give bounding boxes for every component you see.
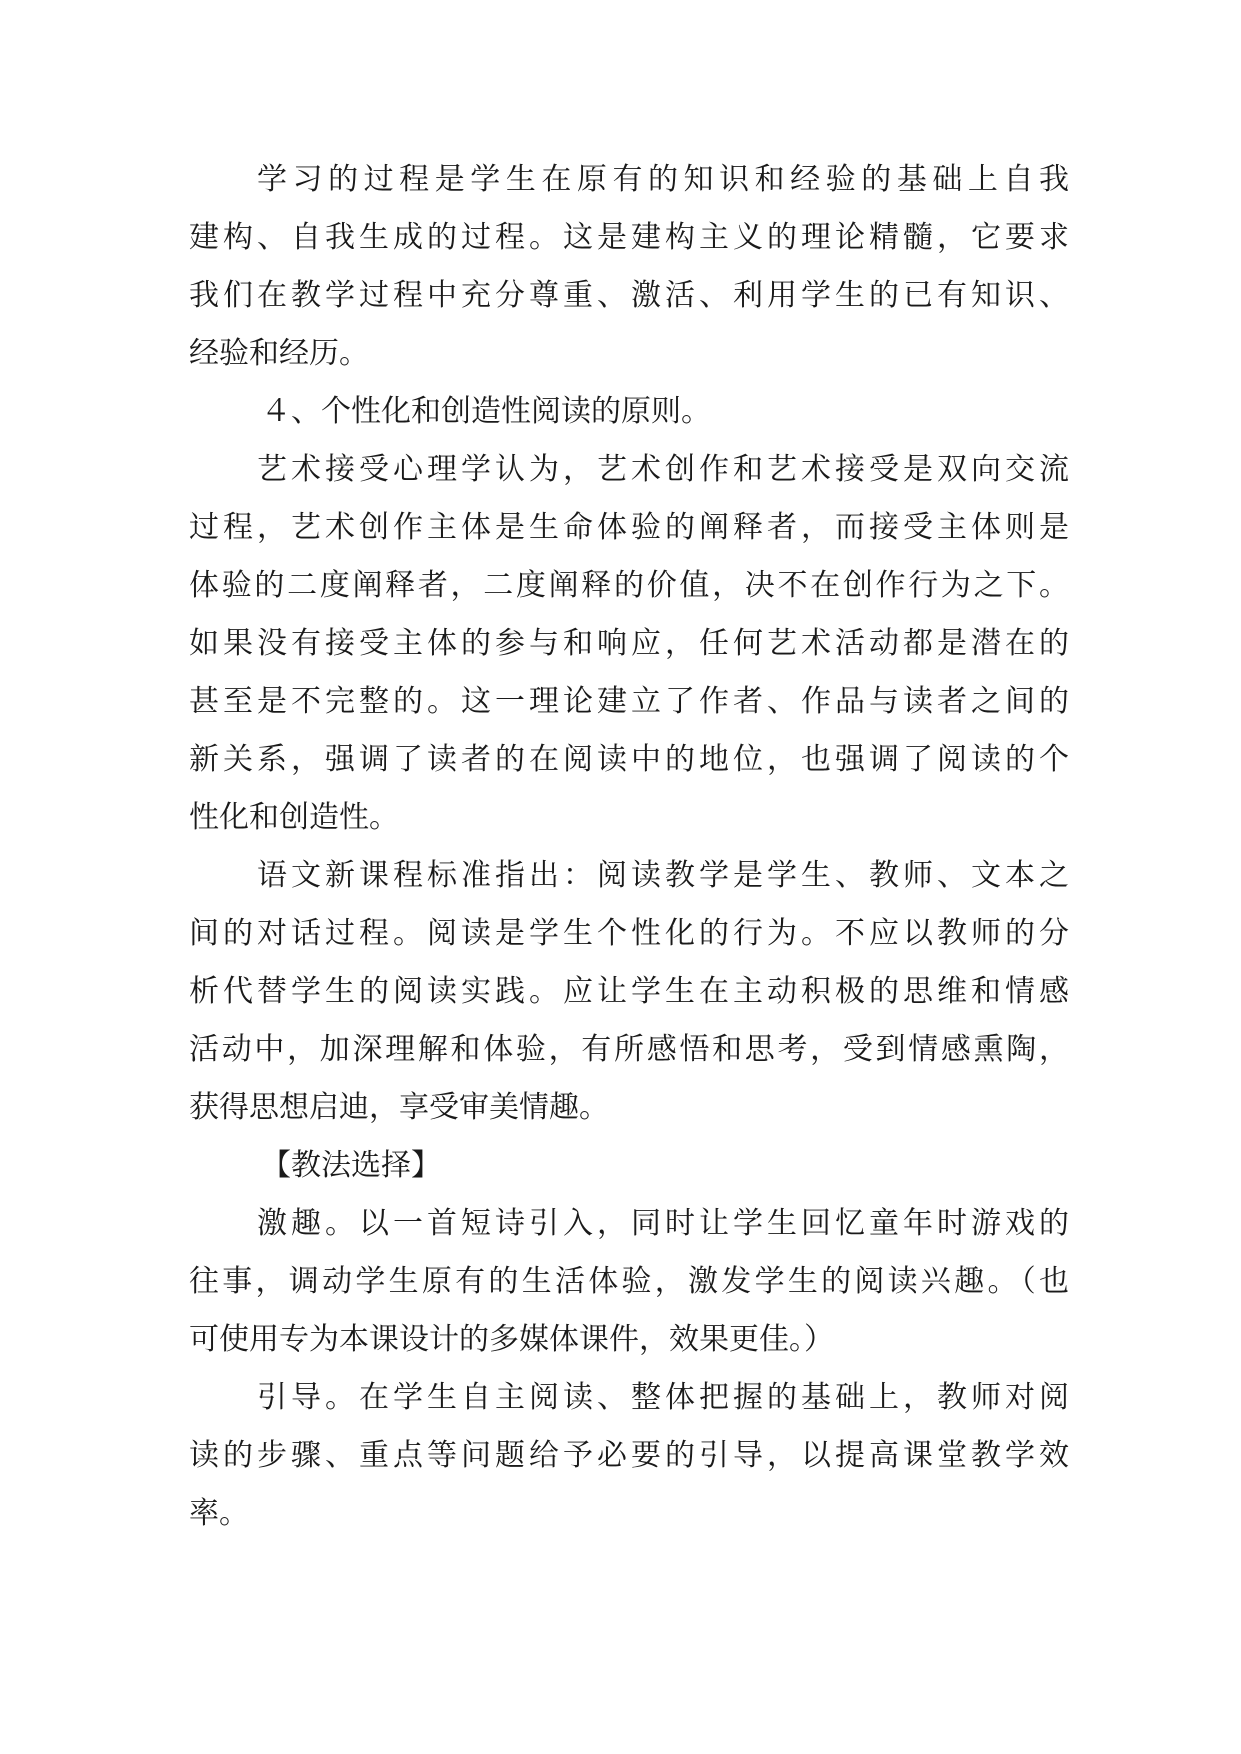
paragraph-line: 激趣。以一首短诗引入，同时让学生回忆童年时游戏的	[257, 1206, 1069, 1241]
paragraph-line: 可使用专为本课设计的多媒体课件，效果更佳。）	[189, 1322, 834, 1357]
paragraph-line: 我们在教学过程中充分尊重、激活、利用学生的已有知识、	[189, 278, 1069, 313]
paragraph-line: 性化和创造性。	[189, 800, 399, 835]
paragraph-line: 新关系，强调了读者的在阅读中的地位，也强调了阅读的个	[189, 742, 1069, 777]
paragraph-line: 艺术接受心理学认为，艺术创作和艺术接受是双向交流	[257, 452, 1069, 487]
paragraph-line: 引导。在学生自主阅读、整体把握的基础上，教师对阅	[257, 1380, 1069, 1415]
paragraph-line: 读的步骤、重点等问题给予必要的引导，以提高课堂教学效	[189, 1438, 1069, 1473]
paragraph-line: 经验和经历。	[189, 336, 369, 371]
paragraph-line: 析代替学生的阅读实践。应让学生在主动积极的思维和情感	[189, 974, 1069, 1009]
paragraph-line: 学习的过程是学生在原有的知识和经验的基础上自我	[257, 162, 1069, 197]
paragraph-line: 间的对话过程。阅读是学生个性化的行为。不应以教师的分	[189, 916, 1069, 951]
paragraph-line: 体验的二度阐释者，二度阐释的价值，决不在创作行为之下。	[189, 568, 1069, 603]
paragraph-line: 往事，调动学生原有的生活体验，激发学生的阅读兴趣。（也	[189, 1264, 1069, 1299]
paragraph-line: 甚至是不完整的。这一理论建立了作者、作品与读者之间的	[189, 684, 1069, 719]
section-heading: ４、个性化和创造性阅读的原则。	[261, 394, 711, 429]
paragraph-line: 活动中，加深理解和体验，有所感悟和思考，受到情感熏陶，	[189, 1032, 1069, 1067]
paragraph-line: 建构、自我生成的过程。这是建构主义的理论精髓，它要求	[189, 220, 1069, 255]
paragraph-line: 过程，艺术创作主体是生命体验的阐释者，而接受主体则是	[189, 510, 1069, 545]
paragraph-line: 语文新课程标准指出：阅读教学是学生、教师、文本之	[257, 858, 1069, 893]
section-heading: 【教法选择】	[261, 1148, 441, 1183]
paragraph-line: 率。	[189, 1496, 249, 1531]
paragraph-line: 获得思想启迪，享受审美情趣。	[189, 1090, 609, 1125]
paragraph-line: 如果没有接受主体的参与和响应，任何艺术活动都是潜在的	[189, 626, 1069, 661]
